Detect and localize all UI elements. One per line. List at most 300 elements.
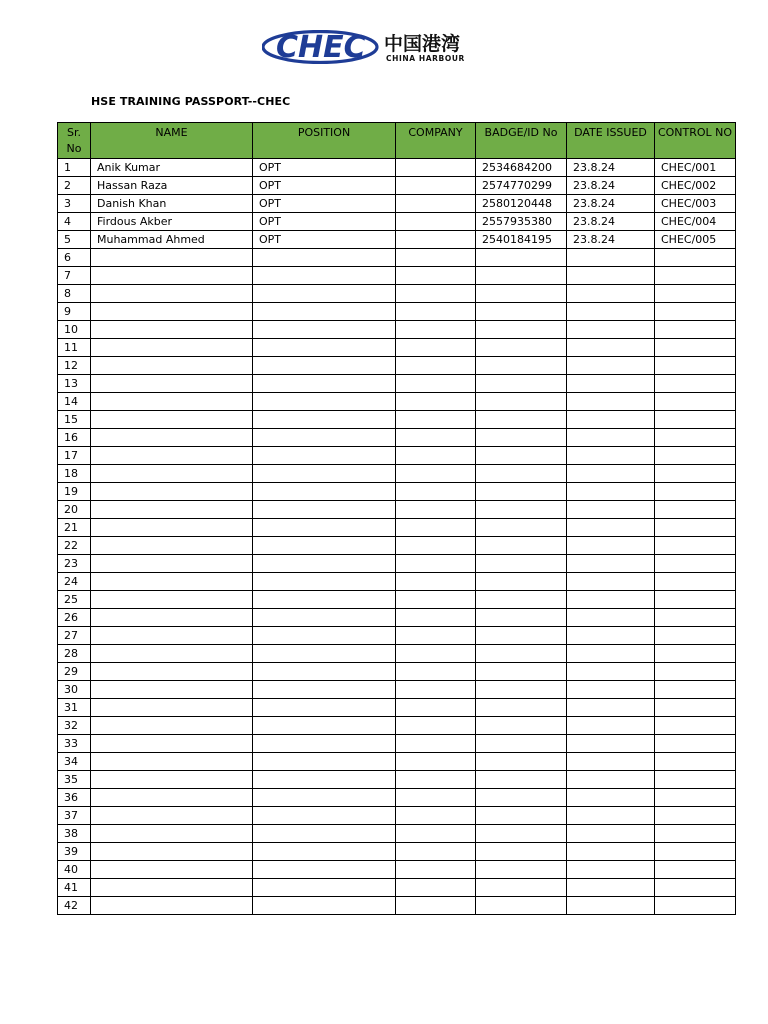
cell-control-no [655,663,736,681]
cell-position [253,879,396,897]
cell-company [396,663,476,681]
cell-badge-id [476,249,567,267]
cell-date-issued [567,825,655,843]
cell-badge-id [476,483,567,501]
table-row [58,177,736,195]
cell-date-issued: 23.8.24 [567,177,655,195]
cell-position [253,627,396,645]
cell-control-no [655,717,736,735]
cell-control-no [655,447,736,465]
cell-name [91,429,253,447]
cell-position [253,609,396,627]
cell-company [396,879,476,897]
table-row [58,843,736,861]
cell-date-issued [567,555,655,573]
cell-control-no: CHEC/002 [655,177,736,195]
cell-position [253,465,396,483]
table-row [58,465,736,483]
cell-badge-id [476,681,567,699]
cell-badge-id [476,861,567,879]
table-row [58,519,736,537]
cell-company [396,267,476,285]
cell-position [253,555,396,573]
cell-name [91,897,253,915]
cell-position [253,645,396,663]
cell-position [253,519,396,537]
cell-position: OPT [253,177,396,195]
table-row [58,663,736,681]
cell-company [396,339,476,357]
cell-company [396,627,476,645]
cell-badge-id [476,699,567,717]
table-row [58,429,736,447]
cell-sr-no: 12 [58,357,91,375]
cell-company [396,519,476,537]
cell-position [253,861,396,879]
cell-date-issued [567,393,655,411]
cell-company [396,555,476,573]
cell-position [253,699,396,717]
cell-control-no [655,411,736,429]
cell-position [253,357,396,375]
table-row [58,501,736,519]
cell-date-issued [567,465,655,483]
cell-name: Firdous Akber [91,213,253,231]
cell-control-no [655,357,736,375]
table-row [58,249,736,267]
cell-name [91,321,253,339]
cell-position [253,339,396,357]
cell-name [91,771,253,789]
cell-badge-id [476,303,567,321]
table-row [58,645,736,663]
table-row [58,213,736,231]
cell-sr-no: 29 [58,663,91,681]
cell-name [91,879,253,897]
cell-badge-id [476,717,567,735]
cell-company [396,465,476,483]
cell-company [396,699,476,717]
cell-date-issued [567,645,655,663]
cell-badge-id [476,465,567,483]
table-row [58,537,736,555]
cell-control-no [655,681,736,699]
cell-company [396,159,476,177]
table-row [58,357,736,375]
cell-badge-id [476,843,567,861]
cell-badge-id [476,429,567,447]
cell-sr-no: 42 [58,897,91,915]
cell-control-no [655,879,736,897]
table-row [58,159,736,177]
cell-sr-no: 4 [58,213,91,231]
cell-badge-id: 2574770299 [476,177,567,195]
cell-sr-no: 11 [58,339,91,357]
table-row [58,861,736,879]
table-row [58,879,736,897]
cell-position [253,483,396,501]
logo-mark-text: CHEC [276,30,366,64]
cell-sr-no: 5 [58,231,91,249]
cell-name [91,789,253,807]
cell-position [253,735,396,753]
cell-position [253,321,396,339]
cell-sr-no: 17 [58,447,91,465]
cell-name [91,285,253,303]
table-row [58,267,736,285]
cell-sr-no: 34 [58,753,91,771]
cell-date-issued [567,267,655,285]
cell-date-issued [567,303,655,321]
cell-control-no: CHEC/001 [655,159,736,177]
cell-sr-no: 39 [58,843,91,861]
table-row [58,573,736,591]
header-sr-no: Sr. No [58,123,91,159]
table-row [58,285,736,303]
cell-badge-id [476,663,567,681]
cell-position: OPT [253,195,396,213]
cell-control-no [655,249,736,267]
cell-sr-no: 18 [58,465,91,483]
cell-sr-no: 10 [58,321,91,339]
cell-name [91,555,253,573]
cell-sr-no: 15 [58,411,91,429]
cell-company [396,411,476,429]
cell-company [396,393,476,411]
cell-control-no [655,573,736,591]
table-row [58,699,736,717]
cell-sr-no: 20 [58,501,91,519]
cell-date-issued [567,519,655,537]
cell-name [91,753,253,771]
training-passport-table [57,122,736,915]
table-row [58,231,736,249]
cell-control-no [655,501,736,519]
cell-control-no [655,285,736,303]
cell-badge-id [476,537,567,555]
logo-chinese-text: 中国港湾 [384,33,461,55]
cell-company [396,753,476,771]
cell-badge-id [476,375,567,393]
cell-badge-id: 2534684200 [476,159,567,177]
table-row [58,555,736,573]
cell-name [91,483,253,501]
cell-company [396,771,476,789]
cell-control-no: CHEC/003 [655,195,736,213]
cell-control-no [655,267,736,285]
table-row [58,753,736,771]
cell-company [396,177,476,195]
table-row [58,321,736,339]
cell-date-issued: 23.8.24 [567,159,655,177]
cell-company [396,897,476,915]
cell-position [253,717,396,735]
cell-badge-id [476,447,567,465]
cell-control-no: CHEC/005 [655,231,736,249]
cell-position [253,591,396,609]
cell-control-no [655,465,736,483]
cell-control-no [655,609,736,627]
table-row [58,591,736,609]
cell-company [396,807,476,825]
cell-badge-id [476,609,567,627]
cell-control-no [655,303,736,321]
cell-name [91,573,253,591]
cell-company [396,789,476,807]
cell-company [396,231,476,249]
cell-date-issued [567,771,655,789]
table-row [58,717,736,735]
cell-position [253,807,396,825]
cell-date-issued [567,663,655,681]
cell-name [91,591,253,609]
table-row [58,609,736,627]
cell-sr-no: 19 [58,483,91,501]
cell-name [91,645,253,663]
cell-badge-id [476,807,567,825]
cell-date-issued [567,339,655,357]
cell-control-no [655,825,736,843]
cell-position [253,753,396,771]
cell-company [396,321,476,339]
cell-sr-no: 7 [58,267,91,285]
cell-position: OPT [253,213,396,231]
cell-sr-no: 14 [58,393,91,411]
cell-name [91,447,253,465]
table-header-row [58,123,736,159]
cell-date-issued [567,429,655,447]
cell-control-no [655,339,736,357]
header-control-no: CONTROL NO [655,123,736,159]
cell-date-issued [567,627,655,645]
cell-sr-no: 26 [58,609,91,627]
table-row [58,447,736,465]
cell-date-issued [567,753,655,771]
cell-company [396,735,476,753]
cell-sr-no: 1 [58,159,91,177]
cell-sr-no: 33 [58,735,91,753]
cell-position: OPT [253,231,396,249]
cell-name [91,717,253,735]
cell-date-issued [567,591,655,609]
cell-sr-no: 25 [58,591,91,609]
cell-sr-no: 27 [58,627,91,645]
cell-name [91,303,253,321]
cell-name [91,627,253,645]
cell-date-issued [567,249,655,267]
cell-position [253,249,396,267]
cell-badge-id [476,645,567,663]
cell-name [91,411,253,429]
table-row [58,807,736,825]
cell-company [396,303,476,321]
cell-badge-id [476,267,567,285]
cell-sr-no: 6 [58,249,91,267]
cell-position [253,285,396,303]
cell-company [396,429,476,447]
cell-badge-id [476,591,567,609]
cell-badge-id [476,879,567,897]
cell-badge-id [476,825,567,843]
cell-date-issued [567,375,655,393]
cell-name [91,357,253,375]
cell-name [91,843,253,861]
cell-control-no [655,807,736,825]
cell-position: OPT [253,159,396,177]
table-row [58,303,736,321]
cell-date-issued [567,321,655,339]
cell-sr-no: 2 [58,177,91,195]
cell-date-issued [567,807,655,825]
cell-position [253,267,396,285]
cell-sr-no: 21 [58,519,91,537]
cell-sr-no: 32 [58,717,91,735]
cell-sr-no: 36 [58,789,91,807]
cell-badge-id: 2557935380 [476,213,567,231]
cell-position [253,447,396,465]
cell-date-issued [567,699,655,717]
cell-sr-no: 31 [58,699,91,717]
china-harbour-logo [262,30,498,64]
cell-company [396,591,476,609]
cell-control-no [655,393,736,411]
cell-control-no [655,429,736,447]
cell-position [253,681,396,699]
company-logo [262,30,498,64]
cell-company [396,843,476,861]
cell-control-no [655,843,736,861]
cell-control-no [655,861,736,879]
table-row [58,393,736,411]
cell-name [91,393,253,411]
cell-name [91,465,253,483]
table-row [58,897,736,915]
cell-date-issued [567,609,655,627]
cell-date-issued: 23.8.24 [567,195,655,213]
cell-badge-id: 2580120448 [476,195,567,213]
cell-position [253,501,396,519]
cell-date-issued [567,843,655,861]
cell-sr-no: 35 [58,771,91,789]
cell-control-no [655,897,736,915]
cell-name [91,375,253,393]
cell-name [91,807,253,825]
cell-name [91,501,253,519]
cell-badge-id [476,735,567,753]
cell-control-no [655,789,736,807]
table-row [58,771,736,789]
header-company: COMPANY [396,123,476,159]
cell-name [91,519,253,537]
cell-badge-id: 2540184195 [476,231,567,249]
cell-company [396,825,476,843]
cell-sr-no: 37 [58,807,91,825]
cell-name [91,267,253,285]
cell-badge-id [476,393,567,411]
cell-position [253,825,396,843]
cell-company [396,501,476,519]
cell-company [396,195,476,213]
table-row [58,411,736,429]
cell-date-issued [567,483,655,501]
cell-name [91,699,253,717]
cell-position [253,537,396,555]
table-row [58,195,736,213]
cell-sr-no: 24 [58,573,91,591]
cell-control-no: CHEC/004 [655,213,736,231]
cell-name: Hassan Raza [91,177,253,195]
table-row [58,339,736,357]
cell-company [396,861,476,879]
cell-sr-no: 13 [58,375,91,393]
cell-control-no [655,483,736,501]
cell-name [91,861,253,879]
cell-badge-id [476,339,567,357]
cell-position [253,393,396,411]
cell-date-issued [567,681,655,699]
table-row [58,735,736,753]
cell-position [253,429,396,447]
cell-control-no [655,753,736,771]
cell-company [396,609,476,627]
cell-date-issued [567,501,655,519]
cell-badge-id [476,411,567,429]
cell-company [396,537,476,555]
cell-date-issued [567,861,655,879]
cell-sr-no: 8 [58,285,91,303]
cell-badge-id [476,573,567,591]
cell-sr-no: 30 [58,681,91,699]
cell-position [253,789,396,807]
cell-date-issued [567,537,655,555]
table-row [58,789,736,807]
cell-date-issued [567,447,655,465]
cell-sr-no: 41 [58,879,91,897]
cell-sr-no: 3 [58,195,91,213]
cell-control-no [655,591,736,609]
cell-name [91,339,253,357]
cell-name [91,825,253,843]
table-row [58,627,736,645]
cell-date-issued [567,357,655,375]
cell-date-issued: 23.8.24 [567,231,655,249]
cell-date-issued [567,285,655,303]
cell-control-no [655,537,736,555]
cell-company [396,681,476,699]
cell-name: Danish Khan [91,195,253,213]
cell-name [91,681,253,699]
cell-name [91,663,253,681]
cell-badge-id [476,897,567,915]
cell-control-no [655,735,736,753]
cell-control-no [655,645,736,663]
table-body [58,159,736,915]
cell-date-issued [567,717,655,735]
cell-sr-no: 16 [58,429,91,447]
cell-position [253,573,396,591]
cell-position [253,663,396,681]
table-row [58,681,736,699]
cell-badge-id [476,771,567,789]
cell-control-no [655,555,736,573]
table-row [58,825,736,843]
cell-name: Anik Kumar [91,159,253,177]
cell-date-issued [567,735,655,753]
cell-name: Muhammad Ahmed [91,231,253,249]
cell-badge-id [476,501,567,519]
cell-badge-id [476,519,567,537]
cell-badge-id [476,753,567,771]
